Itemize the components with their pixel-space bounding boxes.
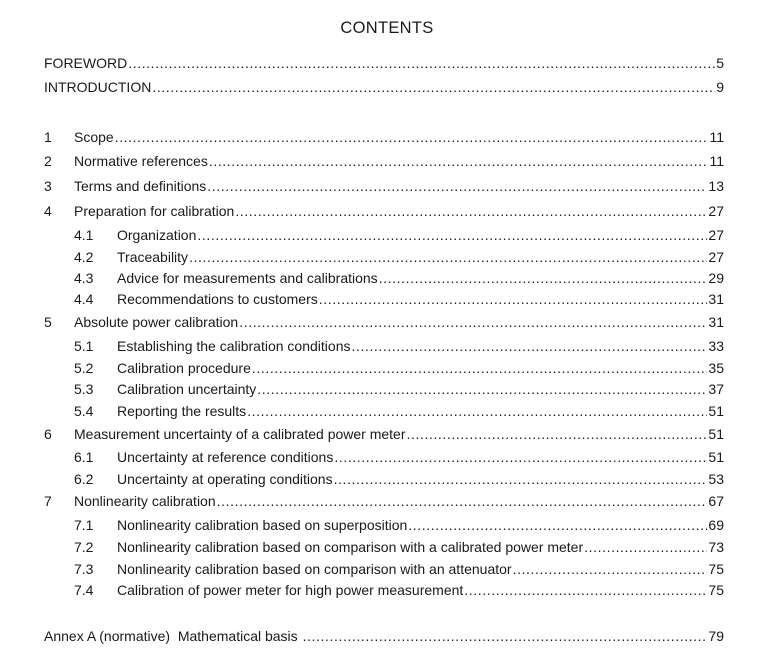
- toc-page-number: 27: [708, 203, 724, 219]
- leader-dots: [513, 560, 708, 578]
- toc-entry-text: Calibration procedure: [117, 360, 251, 376]
- toc-entry-number: 5.1: [74, 338, 94, 354]
- toc-page-number: 33: [708, 338, 724, 354]
- toc-entry-7-3[interactable]: [74, 560, 724, 578]
- leader-dots: [334, 470, 708, 488]
- toc-page-number: 51: [708, 426, 724, 442]
- leader-dots: [584, 538, 707, 556]
- leader-dots: [128, 54, 715, 72]
- toc-entry-text: FOREWORD: [44, 55, 128, 71]
- toc-page-number: 31: [708, 291, 724, 307]
- toc-entry-text: Scope: [74, 129, 114, 145]
- toc-page-number: 75: [708, 561, 724, 577]
- toc-page-number: 69: [708, 517, 724, 533]
- toc-page-number: 73: [708, 539, 724, 555]
- toc-entry-text: Normative references: [74, 153, 208, 169]
- toc-entry-annex-a[interactable]: [44, 627, 724, 645]
- leader-dots: [235, 202, 707, 220]
- toc-entry-number: 6.1: [74, 449, 94, 465]
- toc-entry-7-2[interactable]: [74, 538, 724, 556]
- toc-entry-text: Uncertainty at reference conditions: [117, 449, 334, 465]
- leader-dots: [115, 128, 709, 146]
- leader-dots: [239, 313, 707, 331]
- toc-entry-number: 4.1: [74, 227, 94, 243]
- toc-entry-number: 5.3: [74, 381, 94, 397]
- toc-entry-4-2[interactable]: [74, 248, 724, 266]
- leader-dots: [334, 448, 707, 466]
- leader-dots: [351, 337, 707, 355]
- toc-page-number: 51: [708, 449, 724, 465]
- toc-entry-1[interactable]: [44, 128, 724, 146]
- toc-entry-7-4[interactable]: [74, 581, 724, 599]
- toc-entry-6-2[interactable]: [74, 470, 724, 488]
- toc-entry-3[interactable]: [44, 177, 724, 195]
- toc-entry-number: 7: [44, 493, 52, 509]
- toc-entry-text: Terms and definitions: [74, 178, 207, 194]
- toc-page-number: 9: [716, 79, 724, 95]
- toc-entry-text: Measurement uncertainty of a calibrated power meter: [74, 426, 406, 442]
- leader-dots: [464, 581, 707, 599]
- toc-entry-number: 4.4: [74, 291, 94, 307]
- toc-entry-number: 7.4: [74, 582, 94, 598]
- toc-entry-text: Absolute power calibration: [74, 314, 239, 330]
- toc-entry-number: 2: [44, 153, 52, 169]
- toc-page-number: 31: [708, 314, 724, 330]
- leader-dots: [257, 380, 707, 398]
- toc-entry-6[interactable]: [44, 425, 724, 443]
- toc-page-number: 51: [708, 403, 724, 419]
- leader-dots: [407, 425, 708, 443]
- leader-dots: [408, 516, 707, 534]
- toc-entry-text: Advice for measurements and calibrations: [117, 270, 378, 286]
- leader-dots: [207, 177, 707, 195]
- leader-dots: [152, 78, 715, 96]
- toc-entry-text: Organization: [117, 227, 197, 243]
- toc-entry-7-1[interactable]: [74, 516, 724, 534]
- toc-page-number: 11: [709, 153, 724, 169]
- leader-dots: [303, 627, 708, 645]
- page-title: CONTENTS: [340, 19, 434, 37]
- toc-page-number: 53: [708, 471, 724, 487]
- toc-entry-number: 7.2: [74, 539, 94, 555]
- leader-dots: [319, 290, 708, 308]
- leader-dots: [189, 248, 707, 266]
- toc-entry-text: Nonlinearity calibration based on comparison with an attenuator: [117, 561, 512, 577]
- toc-entry-text: Reporting the results: [117, 403, 247, 419]
- toc-page-number: 27: [708, 249, 724, 265]
- leader-dots: [197, 226, 707, 244]
- toc-page-number: 11: [709, 129, 724, 145]
- toc-entry-text: Preparation for calibration: [74, 203, 235, 219]
- toc-page-number: 13: [708, 178, 724, 194]
- toc-entry-4-3[interactable]: [74, 269, 724, 287]
- leader-dots: [217, 492, 708, 510]
- toc-page-number: 27: [708, 227, 724, 243]
- toc-entry-2[interactable]: [44, 152, 724, 170]
- toc-page-number: 37: [708, 381, 724, 397]
- toc-entry-number: 4.2: [74, 249, 94, 265]
- toc-entry-text: Traceability: [117, 249, 189, 265]
- toc-page-number: 5: [716, 55, 724, 71]
- toc-entry-text: Recommendations to customers: [117, 291, 318, 307]
- toc-entry-number: 3: [44, 178, 52, 194]
- toc-entry-6-1[interactable]: [74, 448, 724, 466]
- toc-entry-foreword[interactable]: [44, 54, 724, 72]
- toc-entry-7[interactable]: [44, 492, 724, 510]
- toc-entry-number: 1: [44, 129, 52, 145]
- toc-entry-text: Uncertainty at operating conditions: [117, 471, 333, 487]
- toc-entry-text: Establishing the calibration conditions: [117, 338, 351, 354]
- leader-dots: [247, 402, 707, 420]
- toc-entry-4-4[interactable]: [74, 290, 724, 308]
- toc-page-number: 29: [708, 270, 724, 286]
- toc-entry-text: Calibration uncertainty: [117, 381, 257, 397]
- toc-page-number: 67: [708, 493, 724, 509]
- toc-entry-number: 6: [44, 426, 52, 442]
- toc-entry-number: 6.2: [74, 471, 94, 487]
- leader-dots: [379, 269, 708, 287]
- toc-page-number: 79: [708, 628, 724, 644]
- toc-entry-number: 5: [44, 314, 52, 330]
- leader-dots: [252, 359, 708, 377]
- toc-entry-4-1[interactable]: [74, 226, 724, 244]
- toc-entry-number: 5.4: [74, 403, 94, 419]
- toc-entry-5-3[interactable]: [74, 380, 724, 398]
- toc-entry-5-4[interactable]: [74, 402, 724, 420]
- toc-entry-text: Calibration of power meter for high power measurement: [117, 582, 464, 598]
- leader-dots: [209, 152, 709, 170]
- toc-entry-introduction[interactable]: [44, 78, 724, 96]
- toc-entry-4[interactable]: [44, 202, 724, 220]
- toc-entry-text: Nonlinearity calibration: [74, 493, 216, 509]
- toc-entry-text: Annex A (normative) Mathematical basis: [44, 628, 302, 644]
- toc-entry-number: 4: [44, 203, 52, 219]
- toc-entry-5-2[interactable]: [74, 359, 724, 377]
- toc-entry-text: INTRODUCTION: [44, 79, 152, 95]
- toc-entry-text: Nonlinearity calibration based on comparison with a calibrated power meter: [117, 539, 584, 555]
- toc-entry-number: 7.3: [74, 561, 94, 577]
- toc-entry-text: Nonlinearity calibration based on superposition: [117, 517, 408, 533]
- toc-entry-number: 4.3: [74, 270, 94, 286]
- toc-entry-5[interactable]: [44, 313, 724, 331]
- toc-entry-number: 5.2: [74, 360, 94, 376]
- toc-entry-number: 7.1: [74, 517, 94, 533]
- toc-page-number: 35: [708, 360, 724, 376]
- toc-entry-5-1[interactable]: [74, 337, 724, 355]
- toc-page-number: 75: [708, 582, 724, 598]
